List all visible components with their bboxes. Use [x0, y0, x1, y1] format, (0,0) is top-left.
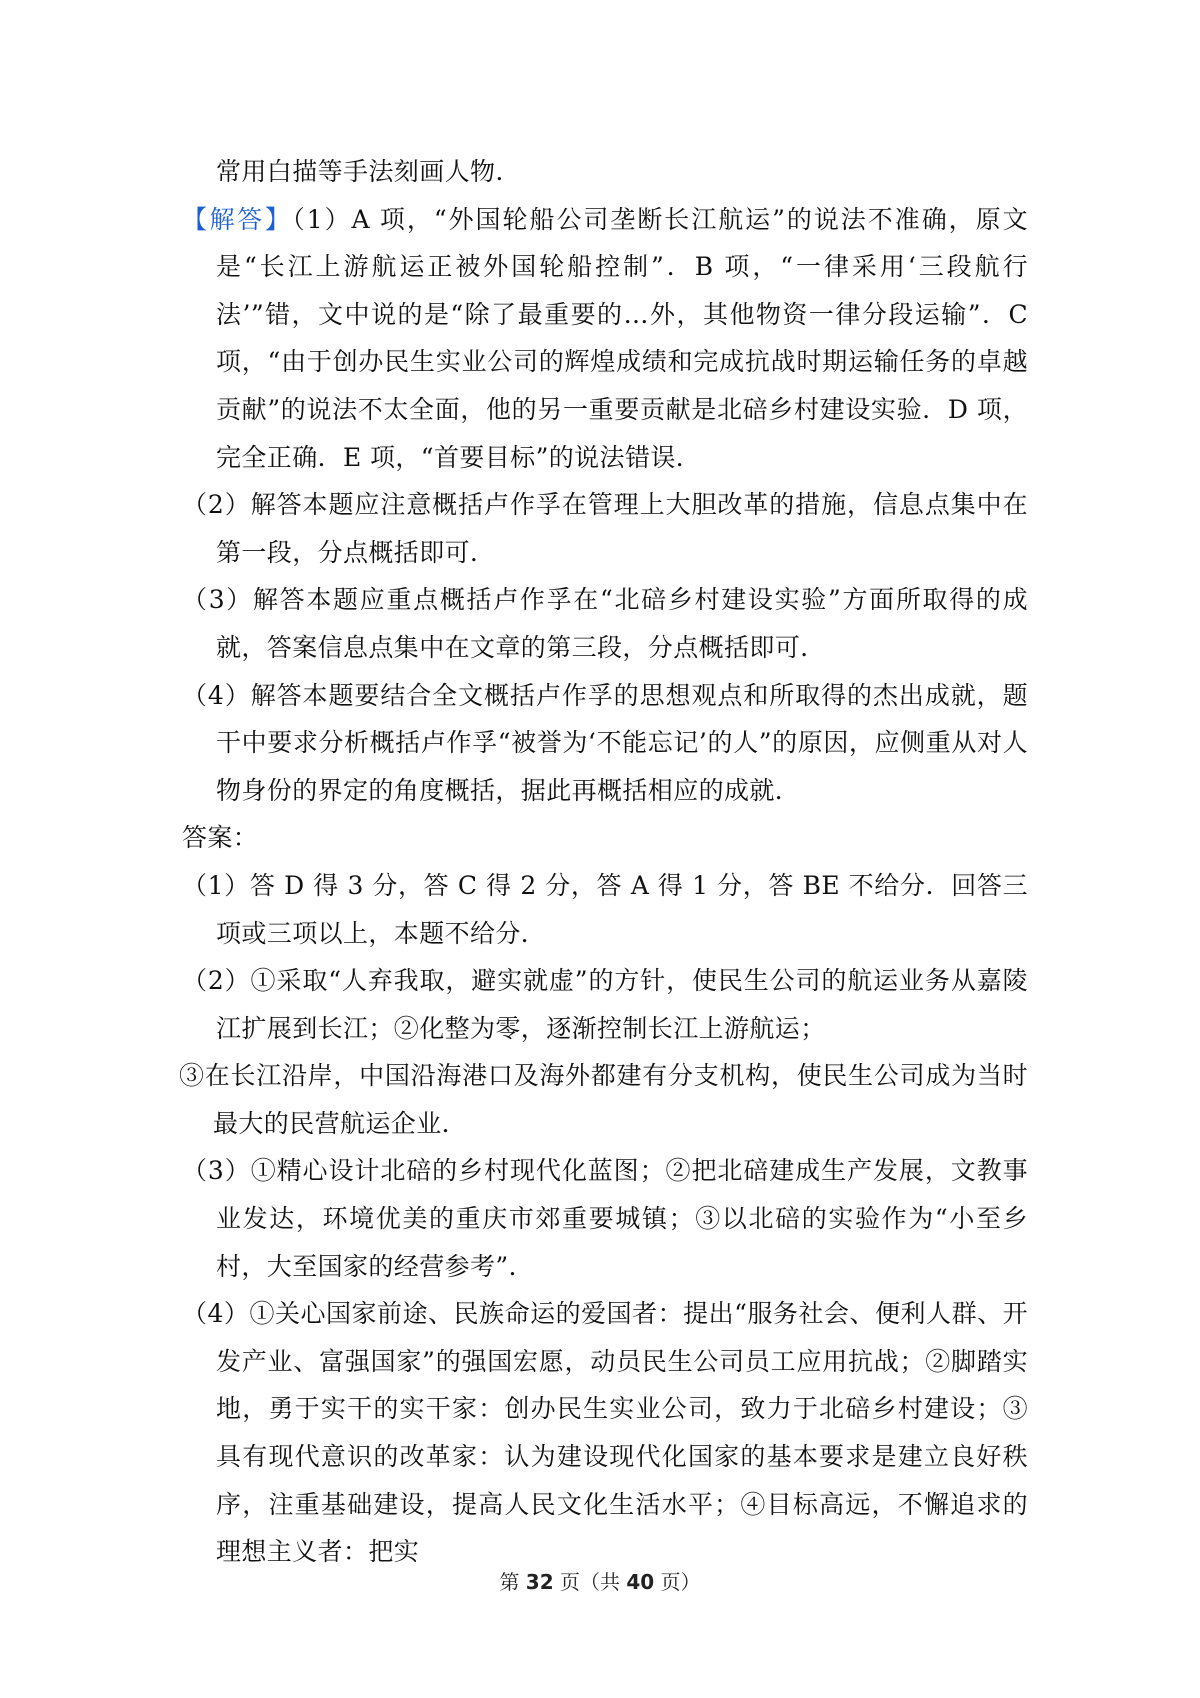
- answer-item-3: [182, 576, 1028, 671]
- footer-prefix: 第: [499, 1570, 526, 1594]
- intro-continuation-text: 常用白描等手法刻画人物.: [216, 157, 504, 186]
- footer-total-pages: 40: [626, 1570, 655, 1594]
- answer-item-4-text: （4）解答本题要结合全文概括卢作孚的思想观点和所取得的杰出成就，题干中要求分析概括卢作孚“被誉为‘不能忘记’的人”的原因，应侧重从对人物身份的界定的角度概括，据此再概括相应的成就．: [182, 680, 1028, 805]
- key-label: [182, 814, 1028, 862]
- key-item-1: [182, 862, 1028, 957]
- key-item-2-continued-text: ③在长江沿岸，中国沿海港口及海外都建有分支机构，使民生公司成为当时最大的民营航运企业．: [179, 1061, 1028, 1138]
- answer-item-2: [182, 481, 1028, 576]
- key-label-text: 答案：: [182, 823, 259, 853]
- answer-item-4: [182, 672, 1028, 815]
- key-item-1-text: （1）答 D 得 3 分，答 C 得 2 分，答 A 得 1 分，答 BE 不给分．回答三项或三项以上，本题不给分．: [182, 870, 1028, 948]
- footer-current-page: 32: [525, 1570, 554, 1594]
- footer-middle: 页（共: [553, 1570, 627, 1594]
- document-body: [179, 148, 1028, 1576]
- key-item-2-continued: [179, 1052, 1028, 1147]
- page-footer: [0, 1566, 1200, 1595]
- key-item-3-text: （3）①精心设计北碚的乡村现代化蓝图；②把北碚建成生产发展，文教事业发达，环境优美的重庆市郊重要城镇；③以北碚的实验作为“小至乡村，大至国家的经营参考”．: [182, 1156, 1028, 1281]
- intro-continuation: [182, 148, 1028, 196]
- answer-item-1: [182, 196, 1028, 482]
- answer-tag: 【解答】: [182, 204, 293, 234]
- answer-item-3-text: （3）解答本题应重点概括卢作孚在“北碚乡村建设实验”方面所取得的成就，答案信息点集中在文章的第三段，分点概括即可．: [182, 585, 1028, 662]
- key-item-2-text: （2）①采取“人弃我取，避实就虚”的方针，使民生公司的航运业务从嘉陵江扩展到长江；②化整为零，逐渐控制长江上游航运；: [182, 966, 1028, 1043]
- key-item-4-text: （4）①关心国家前途、民族命运的爱国者：提出“服务社会、便利人群、开发产业、富强国家”的强国宏愿，动员民生公司员工应用抗战；②脚踏实地，勇于实干的实干家：创办民生实业公司，致力于北碚乡村建设；③具有现代意识的改革家：认为建设现代化国家的基本要求是建立良好秩序，注重基础建设，提高人民文化生活水平；④目标高远，不懈追求的理想主义者：把实: [182, 1299, 1028, 1567]
- footer-suffix: 页）: [654, 1570, 701, 1594]
- answer-item-1-text: （1）A 项，“外国轮船公司垄断长江航运”的说法不准确，原文是“长江上游航运正被外国轮船控制”．B 项，“一律采用‘三段航行法’”错，文中说的是“除了最重要的…外，其他物资一律分段运输”．C 项，“由于创办民生实业公司的辉煌成绩和完成抗战时期运输任务的卓越贡献”的说法不太全面，他的另一重要贡献是北碚乡村建设实验．D 项，完全正确．E 项，“首要目标”的说法错误．: [216, 204, 1028, 472]
- key-item-3: [182, 1147, 1028, 1290]
- answer-item-2-text: （2）解答本题应注意概括卢作孚在管理上大胆改革的措施，信息点集中在第一段，分点概括即可．: [182, 490, 1028, 567]
- key-item-4: [182, 1290, 1028, 1576]
- key-item-2: [182, 957, 1028, 1052]
